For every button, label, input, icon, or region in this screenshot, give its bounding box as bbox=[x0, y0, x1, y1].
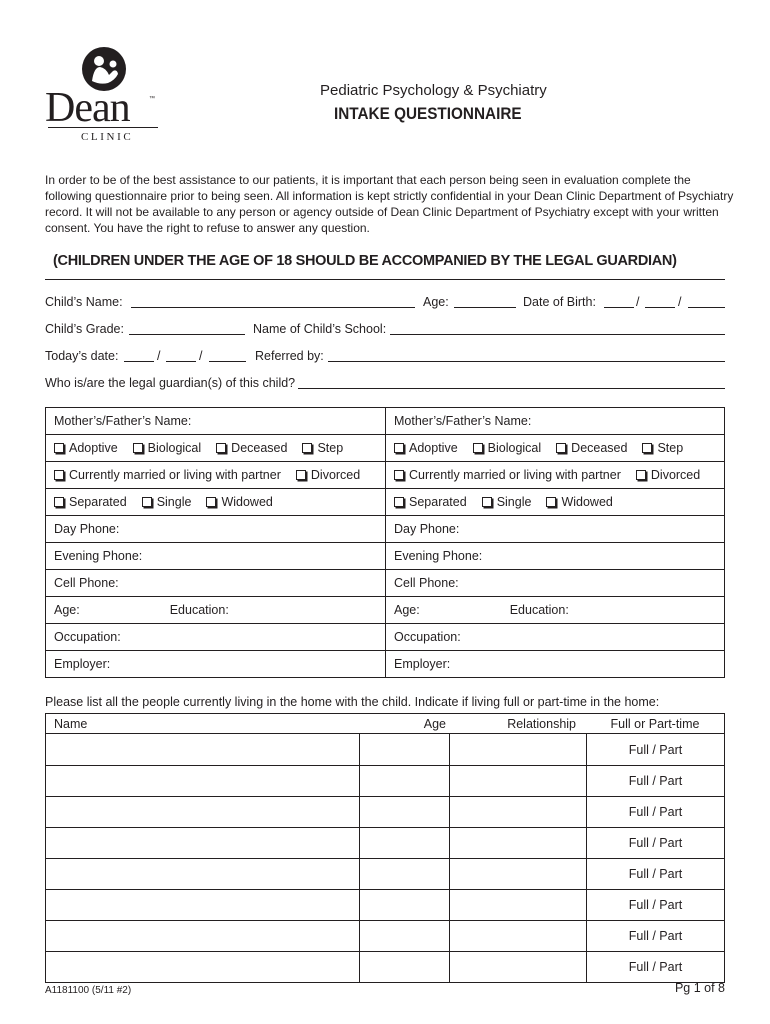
parent-1-status-cell bbox=[46, 489, 385, 515]
logo-divider bbox=[48, 127, 158, 128]
parent-2-age-education[interactable]: Age: Education: bbox=[385, 597, 724, 623]
widowed-checkbox[interactable]: Widowed bbox=[546, 495, 612, 509]
widowed-checkbox[interactable]: Widowed bbox=[206, 495, 272, 509]
parent-2-cell-phone[interactable]: Cell Phone: bbox=[385, 570, 724, 596]
single-checkbox[interactable]: Single bbox=[142, 495, 192, 509]
guardian-notice: (CHILDREN UNDER THE AGE OF 18 SHOULD BE ACCOMPANIED BY THE LEGAL GUARDIAN) bbox=[53, 253, 677, 269]
checkbox-icon bbox=[556, 443, 566, 453]
parent-2-occupation[interactable]: Occupation: bbox=[385, 624, 724, 650]
logo-subtitle: CLINIC bbox=[81, 131, 134, 143]
today-day-field[interactable] bbox=[166, 361, 196, 362]
parent-2-evening-phone[interactable]: Evening Phone: bbox=[385, 543, 724, 569]
age-cell[interactable] bbox=[360, 766, 450, 796]
age-cell[interactable] bbox=[360, 890, 450, 920]
deceased-checkbox[interactable]: Deceased bbox=[216, 441, 287, 455]
separated-checkbox[interactable]: Separated bbox=[394, 495, 467, 509]
checkbox-icon bbox=[394, 443, 404, 453]
checkbox-icon bbox=[54, 497, 64, 507]
table-row bbox=[46, 765, 724, 796]
full-part-option[interactable]: Full / Part bbox=[586, 766, 724, 796]
age-cell[interactable] bbox=[360, 859, 450, 889]
checkbox-icon bbox=[473, 443, 483, 453]
parent-status-row bbox=[46, 488, 724, 515]
notice-divider bbox=[45, 279, 725, 280]
parent-1-cell-phone[interactable]: Cell Phone: bbox=[54, 576, 119, 590]
age-cell[interactable] bbox=[360, 952, 450, 982]
name-cell[interactable] bbox=[46, 766, 360, 796]
step-checkbox[interactable]: Step bbox=[642, 441, 683, 455]
department-title: Pediatric Psychology & Psychiatry bbox=[320, 82, 547, 99]
single-checkbox[interactable]: Single bbox=[482, 495, 532, 509]
form-code: A1181100 (5/11 #2) bbox=[45, 985, 132, 996]
name-cell[interactable] bbox=[46, 797, 360, 827]
fulltime-column-header: Full or Part-time bbox=[610, 716, 700, 731]
step-checkbox[interactable]: Step bbox=[302, 441, 343, 455]
occupation-row bbox=[46, 623, 724, 650]
parent-2-day-phone[interactable]: Day Phone: bbox=[385, 516, 724, 542]
today-date-label: Today’s date: bbox=[45, 349, 119, 363]
checkbox-icon bbox=[642, 443, 652, 453]
separated-checkbox[interactable]: Separated bbox=[54, 495, 127, 509]
parent-1-occupation[interactable]: Occupation: bbox=[54, 630, 121, 644]
relationship-column-header: Relationship bbox=[507, 716, 576, 731]
checkbox-icon bbox=[394, 470, 404, 480]
biological-checkbox[interactable]: Biological bbox=[473, 441, 542, 455]
parent-1-age-education[interactable]: Age: Education: bbox=[54, 603, 229, 617]
name-column-header: Name bbox=[54, 716, 88, 731]
table-row bbox=[46, 827, 724, 858]
table-row bbox=[46, 920, 724, 951]
today-slash-1: / bbox=[157, 349, 161, 363]
checkbox-icon bbox=[636, 470, 646, 480]
checkbox-icon bbox=[142, 497, 152, 507]
deceased-checkbox[interactable]: Deceased bbox=[556, 441, 627, 455]
relationship-cell[interactable] bbox=[450, 766, 586, 796]
name-cell[interactable] bbox=[46, 828, 360, 858]
married-checkbox[interactable]: Currently married or living with partner bbox=[394, 468, 621, 482]
parent-1-day-phone[interactable]: Day Phone: bbox=[54, 522, 120, 536]
guardian-label: Who is/are the legal guardian(s) of this child? bbox=[45, 376, 296, 390]
dob-slash-1: / bbox=[636, 295, 640, 309]
today-slash-2: / bbox=[199, 349, 203, 363]
divorced-checkbox[interactable]: Divorced bbox=[636, 468, 700, 482]
checkbox-icon bbox=[54, 443, 64, 453]
checkbox-icon bbox=[296, 470, 306, 480]
logo-wordmark: Dean bbox=[45, 85, 130, 131]
table-row bbox=[46, 858, 724, 889]
dob-slash-2: / bbox=[678, 295, 682, 309]
parent-marital-row bbox=[46, 461, 724, 488]
referred-field[interactable] bbox=[328, 361, 725, 362]
parent-1-evening-phone[interactable]: Evening Phone: bbox=[54, 549, 143, 563]
married-checkbox[interactable]: Currently married or living with partner bbox=[54, 468, 281, 482]
checkbox-icon bbox=[54, 470, 64, 480]
parent-info-table bbox=[45, 407, 725, 678]
grade-field[interactable] bbox=[129, 334, 245, 335]
full-part-option[interactable]: Full / Part bbox=[586, 734, 724, 765]
relationship-cell[interactable] bbox=[450, 734, 586, 765]
evening-phone-row bbox=[46, 542, 724, 569]
household-header-row bbox=[46, 714, 724, 734]
adoptive-checkbox[interactable]: Adoptive bbox=[54, 441, 118, 455]
name-cell[interactable] bbox=[46, 921, 360, 951]
table-row bbox=[46, 951, 724, 982]
adoptive-checkbox[interactable]: Adoptive bbox=[394, 441, 458, 455]
dob-month-field[interactable] bbox=[604, 307, 634, 308]
page-number: Pg 1 of 8 bbox=[674, 981, 725, 995]
checkbox-icon bbox=[206, 497, 216, 507]
intro-paragraph: In order to be of the best assistance to our patients, it is important that each person being seen in evaluation complete the following questionnaire prior to being seen. All information is kept strictly confidential in your Dean Clinic Department of Psychiatry record. It will not be available to any person or agency outside of Dean Clinic Department of Psychiatry except with your written consent. You have the right to refuse to answer any question. bbox=[45, 173, 734, 235]
name-cell[interactable] bbox=[46, 952, 360, 982]
school-field[interactable] bbox=[390, 334, 725, 335]
age-field[interactable] bbox=[454, 307, 516, 308]
relationship-cell[interactable] bbox=[450, 952, 586, 982]
parent-relation-row bbox=[46, 434, 724, 461]
age-cell[interactable] bbox=[360, 797, 450, 827]
relationship-cell[interactable] bbox=[450, 890, 586, 920]
name-cell[interactable] bbox=[46, 859, 360, 889]
relationship-cell[interactable] bbox=[450, 921, 586, 951]
form-title: INTAKE QUESTIONNAIRE bbox=[334, 104, 522, 123]
full-part-option[interactable]: Full / Part bbox=[586, 952, 724, 982]
cell-phone-row bbox=[46, 569, 724, 596]
today-year-field[interactable] bbox=[209, 361, 246, 362]
full-part-option[interactable]: Full / Part bbox=[586, 828, 724, 858]
full-part-option[interactable]: Full / Part bbox=[586, 797, 724, 827]
checkbox-icon bbox=[216, 443, 226, 453]
age-cell[interactable] bbox=[360, 921, 450, 951]
logo-trademark: ™ bbox=[149, 96, 155, 102]
age-column-header: Age bbox=[423, 716, 446, 731]
dob-label: Date of Birth: bbox=[523, 295, 596, 309]
parent-2-marital-cell bbox=[385, 462, 724, 488]
referred-label: Referred by: bbox=[255, 349, 324, 363]
parent-1-relation-cell bbox=[46, 435, 385, 461]
age-label: Age: bbox=[423, 295, 449, 309]
parent-1-marital-cell bbox=[46, 462, 385, 488]
checkbox-icon bbox=[133, 443, 143, 453]
relationship-cell[interactable] bbox=[450, 859, 586, 889]
household-table bbox=[45, 713, 725, 983]
checkbox-icon bbox=[394, 497, 404, 507]
name-cell[interactable] bbox=[46, 734, 360, 765]
parent-1-name-cell[interactable]: Mother’s/Father’s Name: bbox=[54, 414, 192, 428]
age-cell[interactable] bbox=[360, 734, 450, 765]
age-cell[interactable] bbox=[360, 828, 450, 858]
checkbox-icon bbox=[546, 497, 556, 507]
biological-checkbox[interactable]: Biological bbox=[133, 441, 202, 455]
full-part-option[interactable]: Full / Part bbox=[586, 859, 724, 889]
table-row bbox=[46, 889, 724, 920]
employer-row bbox=[46, 650, 724, 677]
relationship-cell[interactable] bbox=[450, 797, 586, 827]
child-name-field[interactable] bbox=[131, 307, 415, 308]
day-phone-row bbox=[46, 515, 724, 542]
grade-label: Child’s Grade: bbox=[45, 322, 124, 336]
parent-2-name-cell[interactable]: Mother’s/Father’s Name: bbox=[385, 408, 724, 434]
parent-name-row bbox=[46, 408, 724, 434]
parent-1-employer[interactable]: Employer: bbox=[54, 657, 111, 671]
guardian-field[interactable] bbox=[298, 388, 725, 389]
dob-day-field[interactable] bbox=[645, 307, 675, 308]
parent-2-relation-cell bbox=[385, 435, 724, 461]
name-cell[interactable] bbox=[46, 890, 360, 920]
dob-year-field[interactable] bbox=[688, 307, 725, 308]
checkbox-icon bbox=[302, 443, 312, 453]
parent-2-employer[interactable]: Employer: bbox=[385, 651, 724, 677]
divorced-checkbox[interactable]: Divorced bbox=[296, 468, 360, 482]
today-month-field[interactable] bbox=[124, 361, 154, 362]
child-name-label: Child’s Name: bbox=[45, 295, 123, 309]
full-part-option[interactable]: Full / Part bbox=[586, 921, 724, 951]
table-row bbox=[46, 796, 724, 827]
table-row bbox=[46, 734, 724, 765]
relationship-cell[interactable] bbox=[450, 828, 586, 858]
checkbox-icon bbox=[482, 497, 492, 507]
parent-2-status-cell bbox=[385, 489, 724, 515]
age-education-row bbox=[46, 596, 724, 623]
school-label: Name of Child’s School: bbox=[253, 322, 387, 336]
full-part-option[interactable]: Full / Part bbox=[586, 890, 724, 920]
household-intro: Please list all the people currently living in the home with the child. Indicate if living full or part-time in the home: bbox=[45, 695, 660, 709]
